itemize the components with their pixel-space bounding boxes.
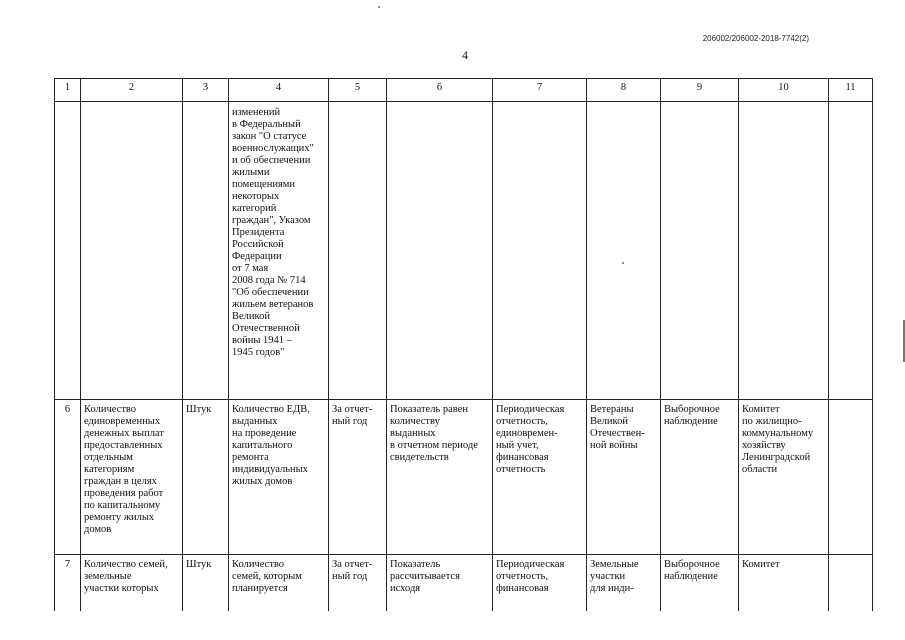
object-cell	[587, 555, 661, 612]
indicator-name: Количество единовременных денежных выплат предоставленных отдельным категориям граждан в целях проведения работ по капитальному ремонту жилых домов	[81, 400, 183, 555]
table-cell	[329, 102, 387, 400]
method-cell	[387, 555, 493, 612]
column-number: 11	[829, 79, 873, 102]
cell-text: Штук	[186, 559, 212, 570]
unit-cell: Штук	[183, 400, 229, 555]
unit-cell	[183, 555, 229, 612]
definition-cell	[229, 555, 329, 612]
table-cell	[739, 102, 829, 400]
cell-text: Количество семей, которым планируется	[232, 559, 302, 594]
column-number: 9	[661, 79, 739, 102]
source-cell	[493, 555, 587, 612]
period-cell	[329, 555, 387, 612]
responsible-cell: Комитет по жилищно- коммунальному хозяйству Ленинградской области	[739, 400, 829, 555]
source-cell: Периодическая отчетность, единовремен- ный учет, финансовая отчетность	[493, 400, 587, 555]
observation-cell: Выборочное наблюдение	[661, 400, 739, 555]
page-number: 4	[462, 48, 468, 62]
document-id: 206002/206002-2018-7742(2)	[702, 34, 809, 43]
table-cell	[829, 400, 873, 555]
cell-text: Комитет	[742, 559, 780, 570]
table-cell	[387, 102, 493, 400]
table-cell	[81, 102, 183, 400]
column-number: 7	[493, 79, 587, 102]
column-number: 5	[329, 79, 387, 102]
row-number: 6	[55, 400, 81, 555]
table-cell	[829, 102, 873, 400]
scan-speck	[378, 6, 380, 8]
row-number: 7	[55, 555, 81, 612]
method-cell: Показатель равен количеству выданных в отчетном периоде свидетельств	[387, 400, 493, 555]
cell-text: За отчет- ный год	[332, 559, 373, 582]
column-number: 6	[387, 79, 493, 102]
period-cell: За отчет- ный год	[329, 400, 387, 555]
table-cell	[183, 102, 229, 400]
column-number: 8	[587, 79, 661, 102]
table-cell	[587, 102, 661, 400]
legal-basis-cell: изменений в Федеральный закон "О статусе военнослужащих" и об обеспечении жилыми помещениями некоторых категорий граждан", Указом Президента Российской Федерации от 7 мая 2008 года № 714 "Об обеспечении жильем ветеранов Великой Отечественной войны 1941 – 1945 годов"	[229, 102, 329, 400]
column-number: 1	[55, 79, 81, 102]
table-cell	[661, 102, 739, 400]
cell-text: Выборочное наблюдение	[664, 559, 720, 582]
column-number: 2	[81, 79, 183, 102]
indicator-name	[81, 555, 183, 612]
indicator-table	[54, 78, 873, 611]
column-number: 3	[183, 79, 229, 102]
continuation-row	[55, 102, 873, 400]
cell-text: Земельные участки для инди-	[590, 559, 639, 594]
responsible-cell	[739, 555, 829, 612]
cell-text: Количество семей, земельные участки которых	[84, 559, 168, 594]
table-cell	[493, 102, 587, 400]
definition-cell: Количество ЕДВ, выданных на проведение капитального ремонта индивидуальных жилых домов	[229, 400, 329, 555]
column-number: 10	[739, 79, 829, 102]
object-cell: Ветераны Великой Отечествен- ной войны	[587, 400, 661, 555]
column-number-row	[55, 79, 873, 102]
table-row	[55, 555, 873, 612]
cell-text	[832, 559, 869, 607]
table-cell	[829, 555, 873, 612]
table-row	[55, 400, 873, 555]
cell-text: Периодическая отчетность, финансовая	[496, 559, 565, 594]
column-number: 4	[229, 79, 329, 102]
table-cell	[55, 102, 81, 400]
cell-text: Показатель рассчитывается исходя	[390, 559, 460, 594]
observation-cell	[661, 555, 739, 612]
